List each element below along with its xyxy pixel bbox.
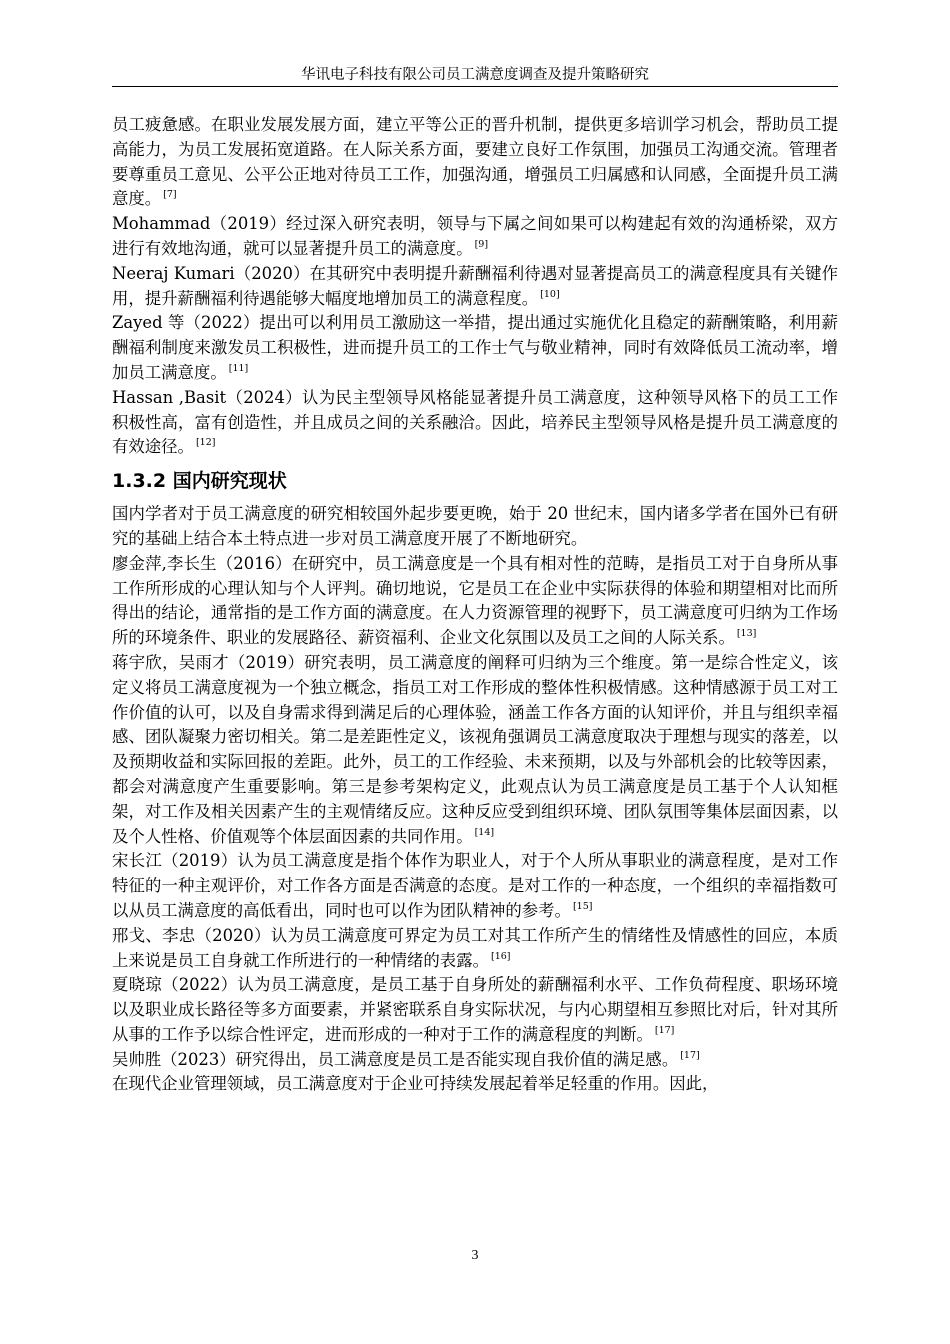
paragraph-text: 夏晓琼（2022）认为员工满意度，是员工基于自身所处的薪酬福利水平、工作负荷程度、职场环境以及职业成长路径等多方面要素，并紧密联系自身实际状况，与内心期望相互参照比对后，针对其所从事的工作予以综合性评定，进而形成的一种对于工作的满意程度的判断。 — [112, 975, 838, 1044]
paragraph — [112, 651, 838, 849]
paragraph-text: 宋长江（2019）认为员工满意度是指个体作为职业人，对于个人所从事职业的满意程度，是对工作特征的一种主观评价，对工作各方面是否满意的态度。是对工作的一种态度，一个组织的幸福指数可以从员工满意度的高低看出，同时也可以作为团队精神的参考。 — [112, 851, 838, 920]
citation-marker: [17] — [680, 1049, 700, 1061]
paragraph-text: Neeraj Kumari（2020）在其研究中表明提升薪酬福利待遇对显著提高员工的满意程度具有关键作用，提升薪酬福利待遇能够大幅度地增加员工的满意程度。 — [112, 263, 838, 308]
paragraph — [112, 1072, 838, 1097]
paragraph — [112, 212, 838, 262]
paragraph-text: 员工疲惫感。在职业发展发展方面，建立平等公正的晋升机制，提供更多培训学习机会，帮助员工提高能力，为员工发展拓宽道路。在人际关系方面，要建立良好工作氛围，加强员工沟通交流。管理者要尊重员工意见、公平公正地对待员工工作，加强沟通，增强员工归属感和认同感，全面提升员工满意度。 — [112, 115, 838, 209]
citation-marker: [11] — [228, 362, 249, 374]
paragraph — [112, 113, 838, 212]
citation-marker: [9] — [474, 238, 489, 250]
citation-marker: [15] — [572, 900, 593, 912]
paragraph-text: Hassan ,Basit（2024）认为民主型领导风格能显著提升员工满意度，这种领导风格下的员工工作积极性高，富有创造性，并且成员之间的关系融洽。因此，培养民主型领导风格是提升员工满意度的有效途径。 — [112, 387, 838, 457]
paragraphs-before-heading — [112, 113, 838, 460]
paragraph-text: 在现代企业管理领域，员工满意度对于企业可持续发展起着举足轻重的作用。因此， — [112, 1074, 719, 1094]
paragraph — [112, 973, 838, 1047]
paragraph — [112, 311, 838, 385]
citation-marker: [7] — [163, 189, 177, 201]
paragraph-text: 廖金萍,李长生（2016）在研究中，员工满意度是一个具有相对性的范畴，是指员工对于自身所从事工作所形成的心理认知与个人评判。确切地说，它是员工在企业中实际获得的体验和期望相对比而所得出的结论，通常指的是工作方面的满意度。在人力资源管理的视野下，员工满意度可归纳为工作场所的环境条件、职业的发展路径、薪资福利、企业文化氛围以及员工之间的人际关系。 — [112, 553, 838, 648]
paragraph — [112, 502, 838, 552]
paragraph-text: 邢戈、李忠（2020）认为员工满意度可界定为员工对其工作所产生的情绪性及情感性的回应，本质上来说是员工自身就工作所进行的一种情绪的表露。 — [112, 925, 838, 970]
body-text — [112, 113, 838, 1097]
citation-marker: [16] — [490, 950, 511, 962]
paragraph — [112, 924, 838, 974]
paragraph — [112, 849, 838, 923]
paragraph — [112, 1048, 838, 1073]
paragraph-text: 蒋宇欣，吴雨才（2019）研究表明，员工满意度的阐释可归纳为三个维度。第一是综合性定义，该定义将员工满意度视为一个独立概念，指员工对工作形成的整体性积极情感。这种情感源于员工对工作价值的认可，以及自身需求得到满足后的心理体验，涵盖工作各方面的认知评价，并且与组织幸福感、团队凝聚力密切相关。第二是差距性定义，该视角强调员工满意度取决于理想与现实的落差，以及预期收益和实际回报的差距。此外，员工的工作经验、未来预期，以及与外部机会的比较等因素，都会对满意度产生重要影响。第三是参考架构定义，此观点认为员工满意度是员工基于个人认知框架，对工作及相关因素产生的主观情绪反应。这种反应受到组织环境、团队氛围等集体层面因素，以及个人性格、价值观等个体层面因素的共同作用。 — [112, 652, 838, 846]
paragraph-text: 国内学者对于员工满意度的研究相较国外起步要更晚，始于 20 世纪末，国内诸多学者在国外已有研究的基础上结合本土特点进一步对员工满意度开展了不断地研究。 — [112, 504, 838, 548]
page-number: 3 — [471, 1248, 479, 1263]
section-heading: 1.3.2 国内研究现状 — [112, 470, 287, 493]
citation-marker: [14] — [474, 826, 495, 838]
citation-marker: [13] — [736, 628, 757, 640]
paragraph-text: Zayed 等（2022）提出可以利用员工激励这一举措，提出通过实施优化且稳定的薪酬策略，利用薪酬福利制度来激发员工积极性，进而提升员工的工作士气与敬业精神，同时有效降低员工流动率，增加员工满意度。 — [112, 313, 838, 382]
paragraphs-after-heading — [112, 502, 838, 1097]
paragraph — [112, 386, 838, 460]
citation-marker: [17] — [654, 1024, 675, 1036]
paragraph-text: 吴帅胜（2023）研究得出，员工满意度是员工是否能实现自我价值的满足感。 — [112, 1049, 679, 1069]
paragraph-text: Mohammad（2019）经过深入研究表明，领导与下属之间如果可以构建起有效的沟通桥梁，双方进行有效地沟通，就可以显著提升员工的满意度。 — [112, 214, 838, 258]
running-header: 华讯电子科技有限公司员工满意度调查及提升策略研究 — [112, 64, 838, 87]
paragraph — [112, 552, 838, 651]
citation-marker: [10] — [540, 288, 560, 300]
citation-marker: [12] — [195, 437, 216, 449]
paragraph — [112, 262, 838, 312]
